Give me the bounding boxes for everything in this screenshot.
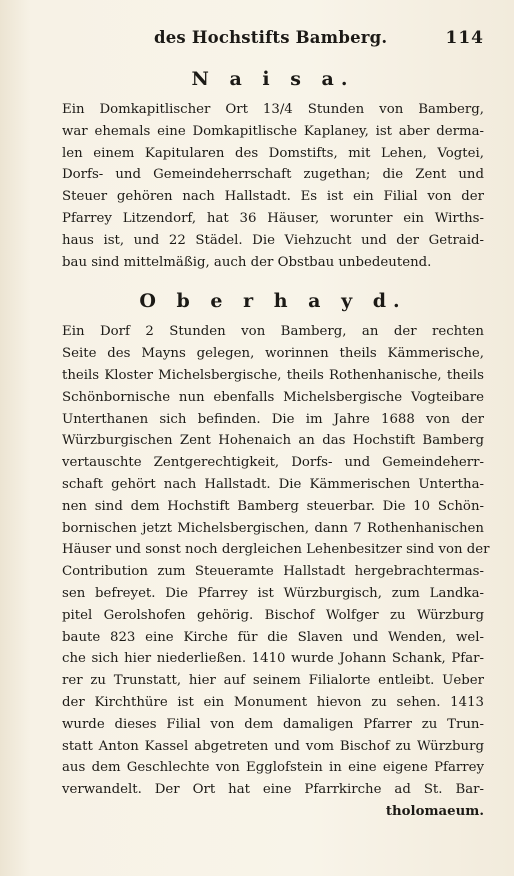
text-line: haus ist, und 22 Städel. Die Viehzucht und der Getraid- bbox=[62, 232, 484, 248]
catchword: tholomaeum. bbox=[385, 803, 484, 819]
text-line: che sich hier niederließen. 1410 wurde Johann Schank, Pfar- bbox=[62, 651, 484, 667]
section-heading-naisa: N a i s a. bbox=[191, 68, 355, 90]
text-line: Steuer gehören nach Hallstadt. Es ist ein Filial von der bbox=[62, 189, 484, 205]
running-head bbox=[62, 28, 484, 54]
text-line: Ein Domkapitlischer Ort 13/4 Stunden von Bamberg, bbox=[62, 102, 484, 117]
page-number: 114 bbox=[445, 28, 484, 48]
text-line: baute 823 eine Kirche für die Slaven und Wenden, wel- bbox=[62, 629, 484, 645]
text-line: Unterthanen sich befinden. Die im Jahre 1688 von der bbox=[62, 411, 484, 427]
text-line: aus dem Geschlechte von Egglofstein in eine eigene Pfarrey bbox=[62, 760, 484, 776]
section-heading-oberhayd: O b e r h a y d. bbox=[139, 290, 407, 313]
text-line: Ein Dorf 2 Stunden von Bamberg, an der rechten bbox=[62, 324, 484, 340]
text-line: pitel Gerolshofen gehörig. Bischof Wolfger zu Würzburg bbox=[62, 607, 484, 623]
text-line: Schönbornische nun ebenfalls Michelsbergische Vogteibare bbox=[62, 389, 484, 405]
paragraph-oberhayd bbox=[62, 321, 490, 801]
text-line: Pfarrey Litzendorf, hat 36 Häuser, worunter ein Wirths- bbox=[62, 210, 484, 226]
text-line: verwandelt. Der Ort hat eine Pfarrkirche ad St. Bar- bbox=[62, 782, 484, 798]
text-line: rer zu Trunstatt, hier auf seinem Filialorte entleibt. Ueber bbox=[62, 673, 484, 689]
text-line: Dorfs- und Gemeindeherrschaft zugethan; die Zent und bbox=[62, 167, 484, 183]
text-line: nen sind dem Hochstift Bamberg steuerbar. Die 10 Schön- bbox=[62, 498, 484, 514]
text-line: len einem Kapitularen des Domstifts, mit Lehen, Vogtei, bbox=[62, 145, 484, 161]
text-line: Häuser und sonst noch dergleichen Lehenbesitzer sind von der bbox=[62, 542, 490, 558]
text-line: schaft gehört nach Hallstadt. Die Kämmerischen Untertha- bbox=[62, 476, 484, 492]
text-line: statt Anton Kassel abgetreten und vom Bischof zu Würzburg bbox=[62, 738, 484, 754]
text-line: vertauschte Zentgerechtigkeit, Dorfs- und Gemeindeherr- bbox=[62, 455, 484, 471]
text-line: bornischen jetzt Michelsbergischen, dann 7 Rothenhanischen bbox=[62, 520, 484, 536]
text-line: bau sind mittelmäßig, auch der Obstbau unbedeutend. bbox=[62, 254, 432, 270]
text-line: Würzburgischen Zent Hohenaich an das Hochstift Bamberg bbox=[62, 433, 484, 449]
paragraph-naisa bbox=[62, 99, 484, 273]
text-line: der Kirchthüre ist ein Monument hievon zu sehen. 1413 bbox=[62, 694, 484, 710]
running-head-title: des Hochstifts Bamberg. bbox=[154, 28, 388, 47]
text-line: Seite des Mayns gelegen, worinnen theils Kämmerische, bbox=[62, 346, 484, 362]
text-line: wurde dieses Filial von dem damaligen Pfarrer zu Trun- bbox=[62, 716, 484, 732]
text-line: Contribution zum Steueramte Hallstadt hergebrachtermas- bbox=[62, 564, 484, 580]
text-line: theils Kloster Michelsbergische, theils Rothenhanische, theils bbox=[62, 367, 484, 383]
text-line: sen befreyet. Die Pfarrey ist Würzburgisch, zum Landka- bbox=[62, 585, 484, 601]
text-line: war ehemals eine Domkapitlische Kaplaney, ist aber derma- bbox=[62, 123, 484, 139]
